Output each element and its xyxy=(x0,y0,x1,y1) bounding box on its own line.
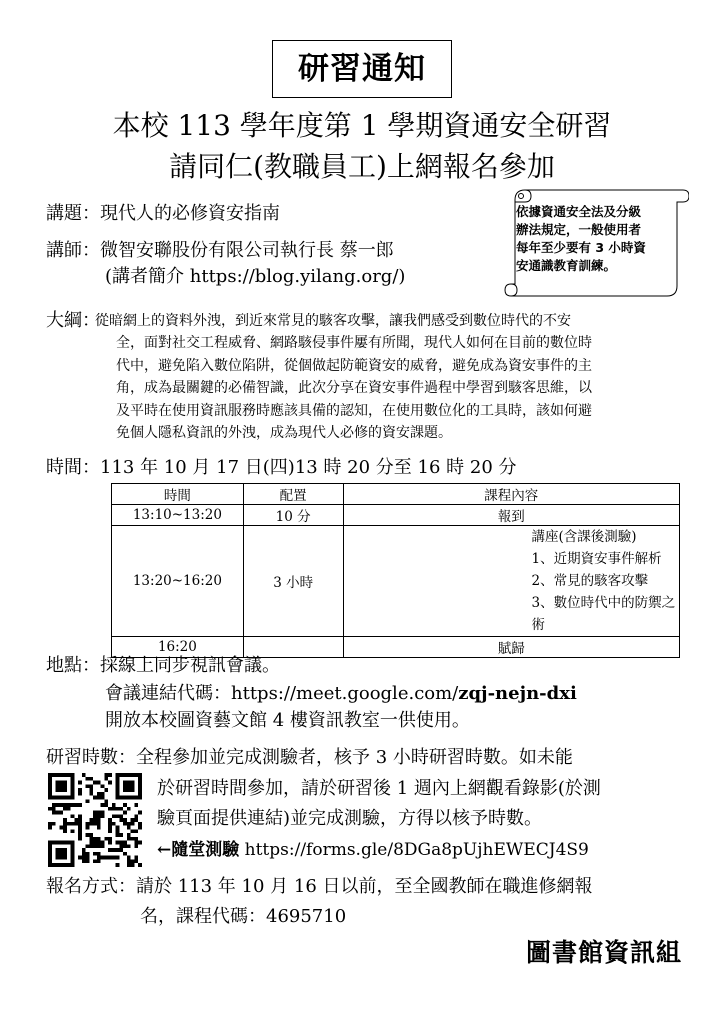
meet-link-line xyxy=(105,682,577,706)
hours-line xyxy=(46,746,573,770)
row-allot: 3 小時 xyxy=(243,526,343,637)
speaker-line xyxy=(46,239,394,263)
outline-line: 代中，避免陷入數位陷阱，從個做起防範資安的威脅，避免成為資安事件的主 xyxy=(116,357,592,374)
notice-title: 研習通知 xyxy=(272,40,452,98)
outline-body xyxy=(116,332,592,445)
outline-line: 及平時在使用資訊服務時應該具備的認知，在使用數位化的工具時，該如何避 xyxy=(116,402,592,419)
register-line xyxy=(46,875,593,899)
outline-line: 從暗網上的資料外洩，到近來常見的駭客攻擊，讓我們感受到數位時代的不安 xyxy=(95,313,571,329)
content-line: 講座(含課後測驗) xyxy=(531,529,637,545)
scroll-note-line: 依據資通安全法及分級 xyxy=(516,204,642,219)
row-content: 賦歸 xyxy=(343,637,680,658)
outline-line: 全，面對社交工程威脅、網路駭侵事件屢有所聞，現代人如何在目前的數位時 xyxy=(116,335,592,351)
table-row xyxy=(112,505,680,526)
hours-value: 全程參加並完成測驗者，核予 3 小時研習時數。如未能 xyxy=(136,747,573,768)
content-line: 2、常見的駭客攻擊 xyxy=(531,573,649,589)
header-content: 課程內容 xyxy=(343,484,680,505)
row-content xyxy=(343,526,680,637)
speaker-label: 講師： xyxy=(46,240,100,261)
quiz-line xyxy=(157,838,589,862)
header-time: 時間 xyxy=(112,484,244,505)
row-time: 13:10~13:20 xyxy=(112,505,244,526)
scroll-note-line: 辦法規定，一般使用者 xyxy=(516,222,642,237)
location-classroom: 開放本校圖資藝文館 4 樓資訊教室一供使用。 xyxy=(105,710,470,731)
outline-first-line xyxy=(95,310,571,333)
qr-code-icon[interactable] xyxy=(48,773,142,867)
location-label: 地點： xyxy=(46,655,100,676)
topic-value: 現代人的必修資安指南 xyxy=(100,203,280,224)
speaker-intro: (講者簡介 https://blog.yilang.org/) xyxy=(105,266,406,287)
topic-line xyxy=(46,202,280,226)
register-line-2: 名，課程代碼：4695710 xyxy=(140,906,347,927)
schedule-table xyxy=(111,483,680,658)
time-line xyxy=(46,456,517,480)
meet-code[interactable]: zqj-nejn-dxi xyxy=(458,683,577,704)
meet-prefix: 會議連結代碼： xyxy=(105,683,231,704)
quiz-label: ←隨堂測驗 xyxy=(157,840,240,860)
scroll-note-text xyxy=(516,203,686,275)
time-value: 113 年 10 月 17 日(四)13 時 20 分至 16 時 20 分 xyxy=(100,457,517,478)
table-header-row xyxy=(112,484,680,505)
time-label: 時間： xyxy=(46,457,100,478)
hours-line-3: 驗頁面提供連結)並完成測驗，方得以核予時數。 xyxy=(157,808,543,829)
headline-semester: 本校 113 學年度第 1 學期資通安全研習 xyxy=(112,109,612,142)
header-allot: 配置 xyxy=(243,484,343,505)
location-line xyxy=(46,654,280,678)
headline-register: 請同仁(教職員工)上網報名參加 xyxy=(169,150,555,183)
register-label: 報名方式： xyxy=(46,876,136,897)
row-time: 13:20~16:20 xyxy=(112,526,244,637)
meet-url[interactable]: https://meet.google.com/ xyxy=(231,683,459,704)
speaker-value: 微智安聯股份有限公司執行長 蔡一郎 xyxy=(100,240,394,261)
signature: 圖書館資訊組 xyxy=(525,938,682,967)
outline-line: 免個人隱私資訊的外洩，成為現代人必修的資安課題。 xyxy=(116,425,452,441)
content-line: 3、數位時代中的防禦之術 xyxy=(531,595,676,633)
outline-label: 大綱： xyxy=(46,310,100,331)
row-content: 報到 xyxy=(343,505,680,526)
scroll-note-line: 每年至少要有 3 小時資 xyxy=(516,240,646,255)
scroll-note-line: 安通識教育訓練。 xyxy=(516,258,617,273)
content-line: 1、近期資安事件解析 xyxy=(531,551,662,567)
topic-label: 講題： xyxy=(46,203,100,224)
quiz-url[interactable]: https://forms.gle/8DGa8pUjhEWECJ4S9 xyxy=(244,840,589,860)
outline-line: 角，成為最關鍵的必備智識，此次分享在資安事件過程中學習到駭客思維，以 xyxy=(116,380,592,396)
hours-label: 研習時數： xyxy=(46,747,136,768)
register-value: 請於 113 年 10 月 16 日以前，至全國教師在職進修網報 xyxy=(136,876,593,897)
row-allot: 10 分 xyxy=(243,505,343,526)
table-row xyxy=(112,526,680,637)
row-time: 16:20 xyxy=(112,637,244,658)
location-value: 採線上同步視訊會議。 xyxy=(100,655,280,676)
hours-line-2: 於研習時間參加，請於研習後 1 週內上網觀看錄影(於測 xyxy=(157,778,601,799)
